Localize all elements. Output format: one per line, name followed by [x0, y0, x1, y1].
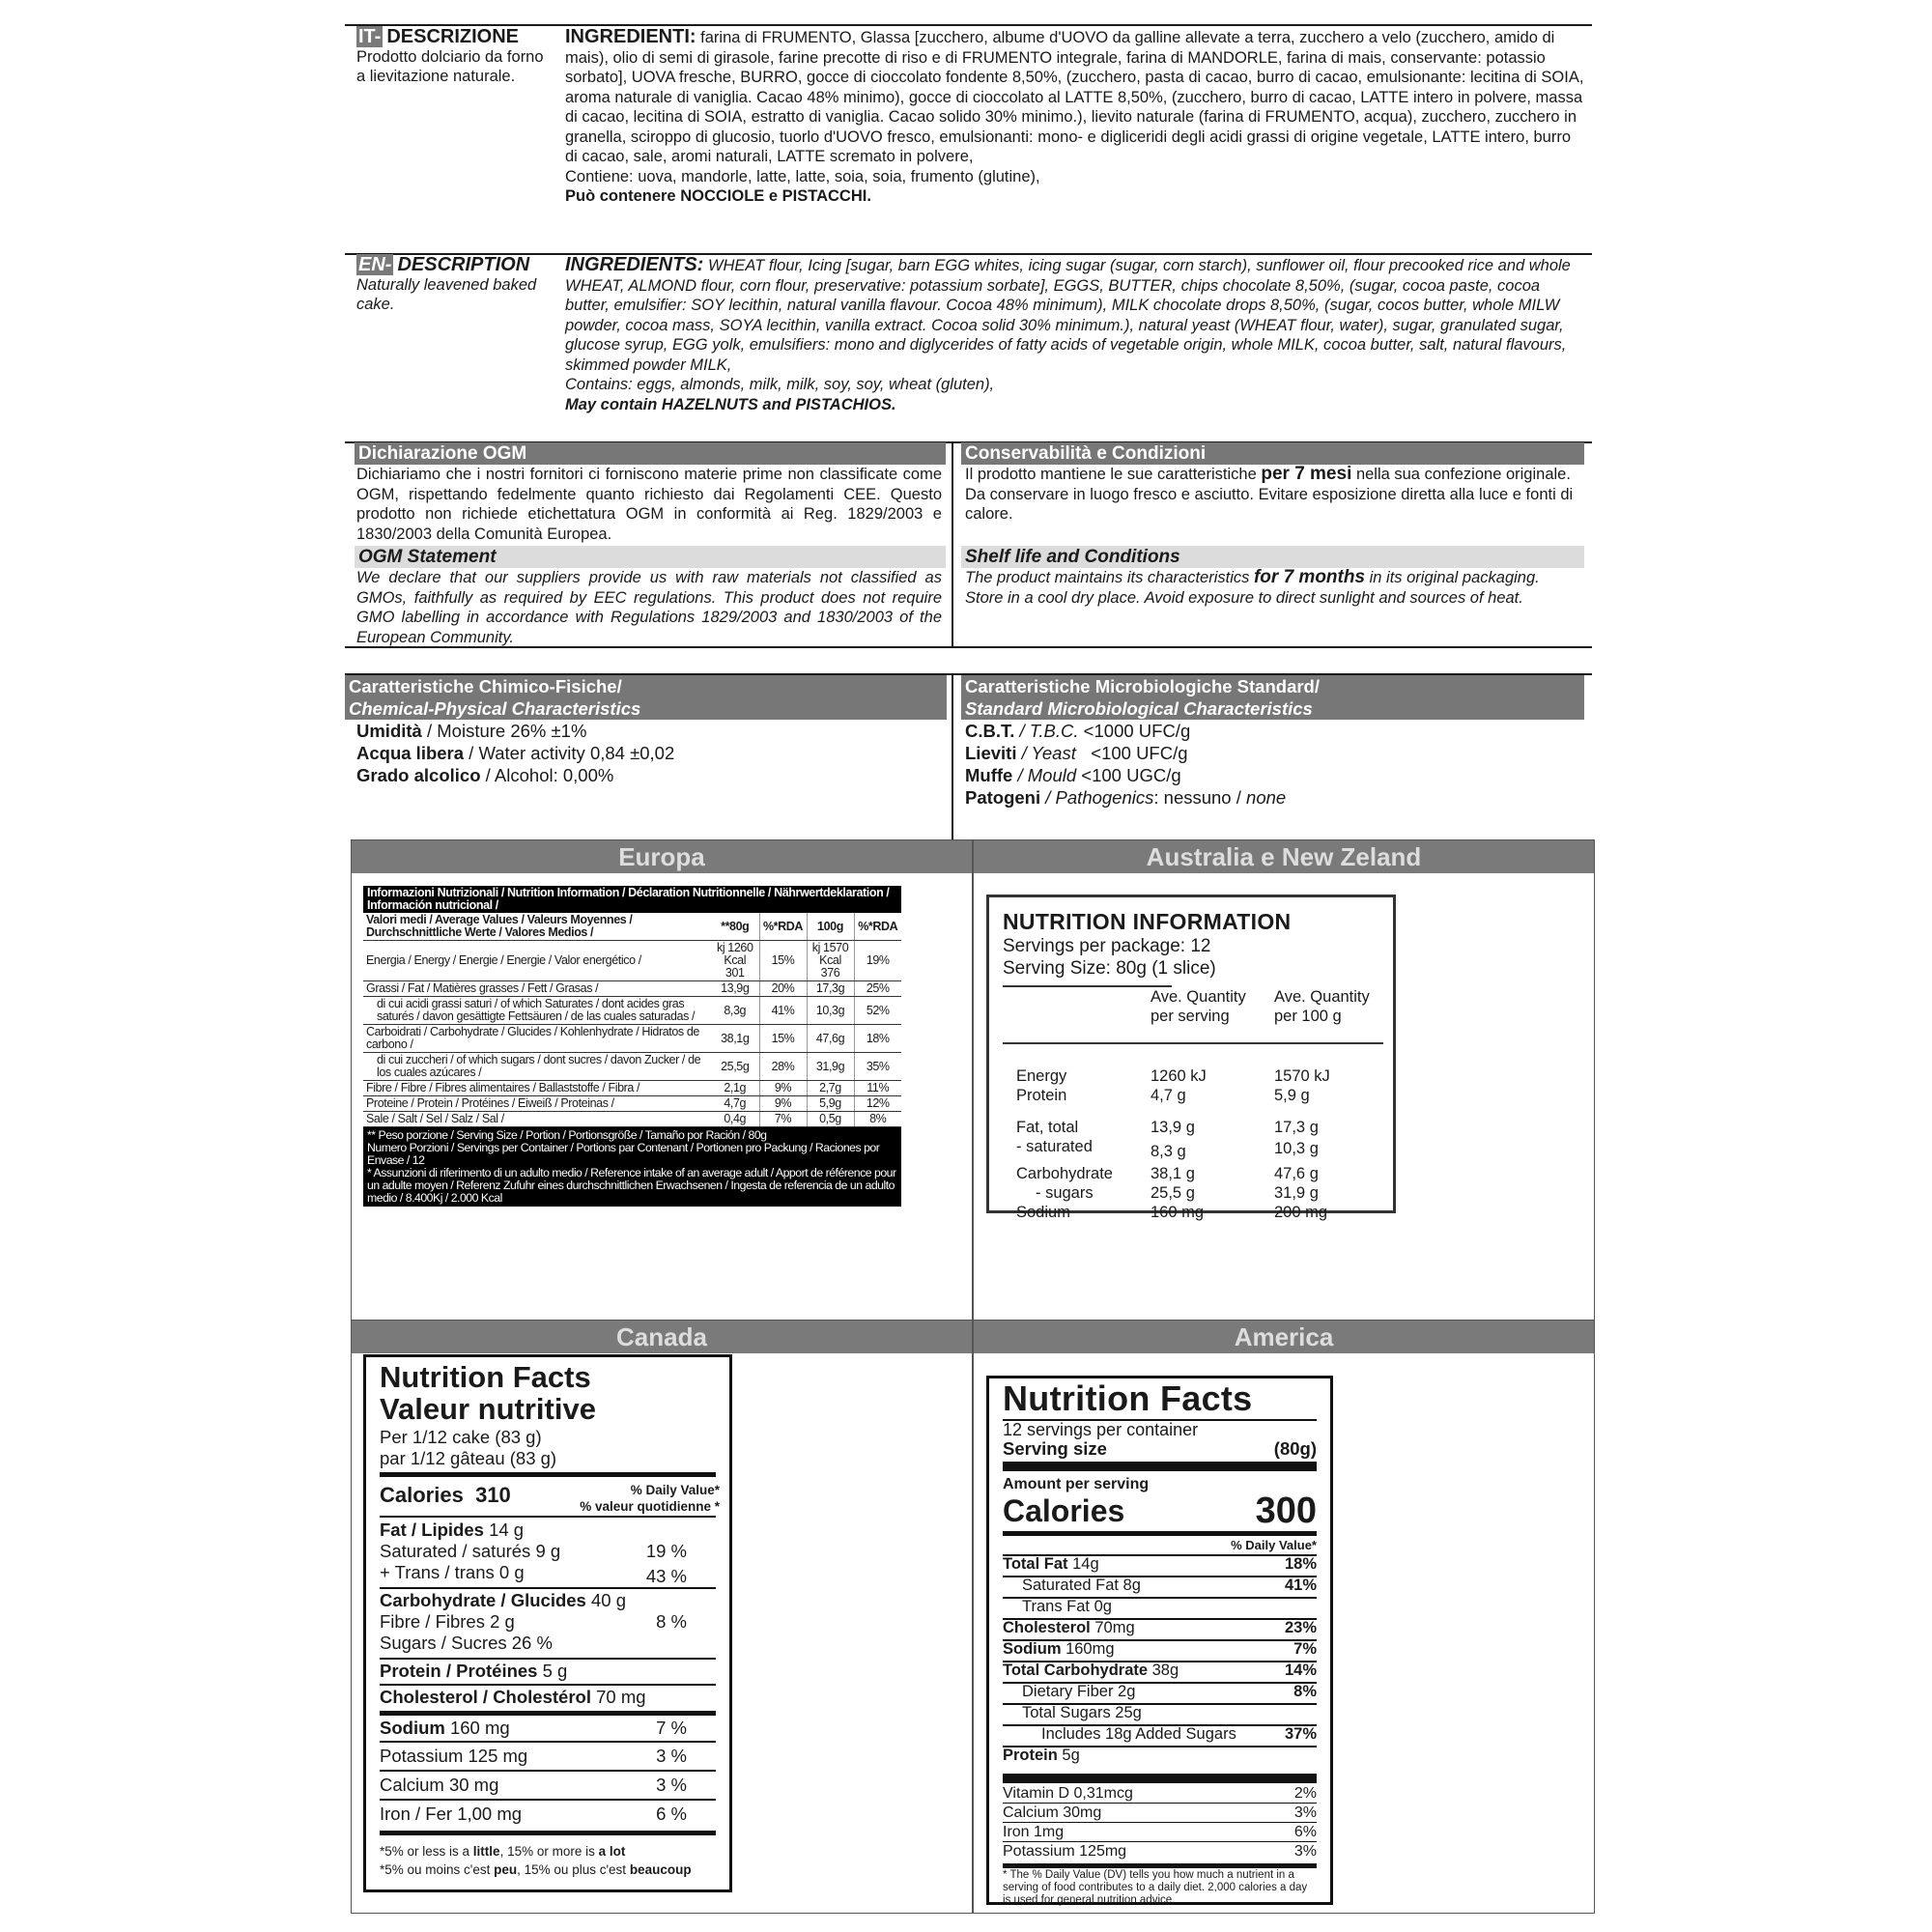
it-ingredients-block	[565, 27, 1584, 207]
micro-title: Caratteristiche Microbiologiche Standard/ Standard Microbiological Characteristics	[961, 675, 1584, 720]
ca-title-en: Nutrition Facts	[380, 1360, 591, 1394]
ca-iron: Iron / Fer 1,00 mg 6 %	[380, 1804, 687, 1824]
au-carbohydrate-100g: 47,6 g	[1274, 1165, 1319, 1182]
us-rule-thick-1	[1003, 1462, 1317, 1471]
ca-footnote-en: *5% or less is a little, 15% or more is a lot	[380, 1844, 626, 1859]
it-description-title: IT- DESCRIZIONE	[358, 26, 520, 47]
au-col2: Ave. Quantity per 100 g	[1274, 988, 1370, 1025]
ogm-text-en: We declare that our suppliers provide us with raw materials not classified as GMOs, faithfully as required by EEC regulations. This product does not require GMO labelling in accordance with Regulations 1829/2003 and 1830/2003 of the European Community.	[356, 569, 942, 646]
en-description-title: EN- DESCRIPTION	[358, 254, 530, 275]
ca-rule-thick-1	[380, 1472, 716, 1477]
ca-dv-header: % Daily Value* % valeur quotidienne *	[580, 1483, 720, 1514]
au-carbohydrate: Carbohydrate	[1016, 1165, 1113, 1182]
ca-rule-3	[380, 1587, 716, 1589]
us-rule-thick-3	[1003, 1774, 1317, 1783]
ca-sodium: Sodium 160 mg 7 %	[380, 1718, 687, 1738]
au-serving-size: Serving Size: 80g (1 slice)	[1003, 958, 1216, 979]
us-amount-per-serving: Amount per serving	[1003, 1476, 1150, 1492]
en-contains: Contains: eggs, almonds, milk, milk, soy, soy, wheat (gluten),	[565, 376, 995, 393]
micro-tbc: C.B.T. / T.B.C. <1000 UFC/g	[965, 721, 1191, 741]
shelf-title-it: Conservabilità e Condizioni	[961, 442, 1584, 465]
chem-title: Caratteristiche Chimico-Fisiche/ Chemical-Physical Characteristics	[345, 675, 947, 720]
au-sodium-100g: 200 mg	[1274, 1204, 1328, 1221]
eu-row-energy: Energia / Energy / Energie / Energie / Valor energético / kj 1260 Kcal 301 15% kj 1570 Kcal 376 19%	[363, 941, 901, 981]
us-nutrient-row: Includes 18g Added Sugars 37%	[1041, 1725, 1317, 1743]
ca-rule-6	[380, 1741, 716, 1743]
au-protein: Protein	[1016, 1087, 1067, 1104]
en-ingredients-block	[565, 255, 1584, 414]
micro-list	[965, 720, 1583, 809]
ca-title-fr: Valeur nutritive	[380, 1392, 596, 1426]
au-saturated-100g: 10,3 g	[1274, 1140, 1319, 1157]
us-nutrient-row: Sodium 160mg 7%	[1003, 1640, 1317, 1658]
micro-mould: Muffe / Mould <100 UGC/g	[965, 765, 1181, 785]
ca-rule-7	[380, 1770, 716, 1772]
au-protein-serving: 4,7 g	[1151, 1087, 1186, 1104]
au-nutrition-panel	[986, 895, 1396, 1221]
eu-col-header: Valori medi / Average Values / Valeurs Moyennes / Durchschnittliche Werte / Valores Medios / **80g %*RDA 100g %*RDA	[363, 913, 901, 941]
it-may-contain: Può contenere NOCCIOLE e PISTACCHI.	[565, 187, 871, 205]
us-vitamin-row: Iron 1mg 6%	[1003, 1824, 1317, 1840]
us-title: Nutrition Facts	[1003, 1378, 1253, 1418]
ca-trans: + Trans / trans 0 g 43 %	[380, 1562, 687, 1586]
ogm-text-it: Dichiariamo che i nostri fornitori ci forniscono materie prime non classificate come OGM, rispettando fedelmente quanto richiesto dai Regolamenti CEE. Questo prodotto non richiede etichettatura OGM in conformità ai Reg. 1829/2003 e 1830/2003 della Comunità Europea.	[356, 466, 942, 543]
au-col1: Ave. Quantity per serving	[1151, 988, 1246, 1025]
au-rule-1	[1003, 985, 1172, 987]
it-description-text: Prodotto dolciario da forno a lievitazione naturale.	[356, 47, 544, 85]
au-carbohydrate-serving: 38,1 g	[1151, 1165, 1195, 1182]
micro-pathogens: Patogeni / Pathogenics: nessuno / none	[965, 787, 1287, 808]
region-vdivider	[972, 839, 974, 1914]
eu-footer: ** Peso porzione / Serving Size / Portion / Portionsgröße / Tamaño por Ración / 80g Numero Porzioni / Servings per Container / Portions par Contenant / Portionen pro Packung / Raciones por Envase / 12 * Assunzioni di riferimento di un adulto medio / Reference intake of an average adult / Apport de référence pour un adulte moyen / Referenz Zufuhr eines durchschnittlichen Erwachsenen / Ingesta de referencia de un adulto medio / 8.400Kj / 2.000 Kcal	[363, 1127, 901, 1207]
us-dv-header: % Daily Value*	[1231, 1538, 1317, 1552]
ca-potassium: Potassium 125 mg 3 %	[380, 1746, 687, 1766]
ca-rule-thick-2	[380, 1711, 716, 1716]
au-sugars: - sugars	[1036, 1184, 1094, 1202]
region-america: America	[974, 1321, 1594, 1353]
us-serving-size: Serving size (80g)	[1003, 1438, 1317, 1459]
eu-row-saturates: di cui acidi grassi saturi / of which Saturates / dont acides gras saturés / davon gesättigte Fettsäuren / de las cuales saturadas / 8,3g 41% 10,3g 52%	[363, 997, 901, 1025]
ca-rule-thick-3	[380, 1831, 716, 1835]
au-fat-serving: 13,9 g	[1151, 1119, 1195, 1136]
us-servings: 12 servings per container	[1003, 1420, 1199, 1439]
us-nutrient-row: Total Sugars 25g	[1022, 1704, 1142, 1721]
us-vitamin-row: Vitamin D 0,31mcg 2%	[1003, 1785, 1317, 1802]
ca-carbohydrate: Carbohydrate / Glucides 40 g	[380, 1590, 626, 1610]
region-canada: Canada	[352, 1321, 972, 1353]
it-top-rule	[345, 24, 1592, 26]
micro-yeast: Lieviti / Yeast <100 UFC/g	[965, 743, 1188, 763]
us-nutrient-row: Dietary Fiber 2g 8%	[1022, 1683, 1317, 1700]
eu-row-sugars: di cui zuccheri / of which sugars / dont sucres / davon Zucker / de los cuales azúcares / 25,5g 28% 31,9g 35%	[363, 1053, 901, 1081]
au-saturated-serving: 8,3 g	[1151, 1143, 1186, 1160]
us-nutrition-facts	[986, 1376, 1333, 1905]
us-nutrient-row: Trans Fat 0g	[1022, 1598, 1112, 1615]
au-energy: Energy	[1016, 1067, 1067, 1085]
ca-protein: Protein / Protéines 5 g	[380, 1661, 568, 1681]
en-description-block	[356, 255, 550, 315]
chem-list	[356, 720, 936, 786]
eu-header: Informazioni Nutrizionali / Nutrition Information / Déclaration Nutritionnelle / Nährwertdeklaration / Información nutricional /	[363, 886, 901, 913]
chem-divider	[952, 673, 953, 839]
us-calories: Calories 300	[1003, 1491, 1317, 1531]
au-rule-2	[1003, 1042, 1383, 1044]
shelf-title-en: Shelf life and Conditions	[961, 546, 1584, 568]
eu-row-salt: Sale / Salt / Sel / Salz / Sal / 0,4g 7% 0,5g 8%	[363, 1112, 901, 1127]
ca-footnote-fr: *5% ou moins c'est peu, 15% ou plus c'est beaucoup	[380, 1862, 692, 1877]
region-australia: Australia e New Zeland	[974, 840, 1594, 873]
shelf-text-it: Il prodotto mantiene le sue caratteristiche per 7 mesi nella sua confezione originale. Da conservare in luogo fresco e asciutto. Evitare esposizione diretta alla luce e fonti di calore.	[965, 464, 1574, 523]
au-energy-serving: 1260 kJ	[1151, 1067, 1207, 1085]
au-sodium-serving: 160 mg	[1151, 1204, 1205, 1221]
ogm-divider	[952, 441, 953, 647]
ca-fat: Fat / Lipides 14 g	[380, 1520, 525, 1540]
eu-row-protein: Proteine / Protein / Protéines / Eiweiß / Proteinas / 4,7g 9% 5,9g 12%	[363, 1096, 901, 1112]
ca-sugars: Sugars / Sucres 26 %	[380, 1633, 553, 1653]
region-europa: Europa	[352, 840, 972, 873]
it-tag: IT-	[358, 26, 382, 47]
au-energy-100g: 1570 kJ	[1274, 1067, 1330, 1085]
chem-moisture: Umidità / Moisture 26% ±1%	[356, 721, 587, 741]
us-rule-thick-4	[1003, 1863, 1317, 1868]
it-ingredients-label: INGREDIENTI:	[565, 26, 696, 47]
shelf-text-en: The product maintains its characteristics for 7 months in its original packaging. Store in a cool dry place. Avoid exposure to direct sunlight and sources of heat.	[965, 567, 1540, 607]
au-fat-100g: 17,3 g	[1274, 1119, 1319, 1136]
en-tag: EN-	[358, 254, 392, 275]
ca-rule-4	[380, 1658, 716, 1660]
chem-water-activity: Acqua libera / Water activity 0,84 ±0,02	[356, 743, 675, 763]
it-ingredients-text: farina di FRUMENTO, Glassa [zucchero, albume d'UOVO da galline allevate a terra, zucchero a velo (zucchero, amido di mais), olio di semi di girasole, farine precotte di riso e di FRUMENTO integrale, farina di MANDORLE, farina di mais, conservante: potassio sorbato], UOVA fresche, BURRO, gocce di cioccolato fondente 8,50%, (zucchero, pasta di cacao, burro di cacao, emulsionante: lecitina di SOIA, aroma naturale di vaniglia. Cacao 48% minimo), gocce di cioccolato al LATTE 8,50%, (zucchero, burro di cacao, LATTE intero in polvere, massa di cacao, lecitina di SOIA, estratto di vaniglia. Cacao solido 30% minimo.), lievito naturale (farina di FRUMENTO, acqua), zucchero, zucchero in granella, sciroppo di glucosio, tuorlo d'UOVO fresco, emulsionanti: mono- e digliceridi degli acidi grassi di origine vegetale, LATTE intero, burro di cacao, sale, aromi naturali, LATTE scremato in polvere,	[565, 29, 1584, 165]
ogm-title-it: Dichiarazione OGM	[355, 442, 946, 465]
au-sodium: Sodium	[1016, 1204, 1070, 1221]
us-nutrient-row: Total Fat 14g 18%	[1003, 1555, 1317, 1573]
us-footnote: * The % Daily Value (DV) tells you how much a nutrient in a serving of food contributes to a daily diet. 2,000 calories a day is used for general nutrition advice.	[1003, 1869, 1308, 1906]
au-fat: Fat, total	[1016, 1119, 1079, 1136]
ca-cholesterol: Cholesterol / Cholestérol 70 mg	[380, 1687, 646, 1707]
it-contains: Contiene: uova, mandorle, latte, latte, soia, soia, frumento (glutine),	[565, 167, 1040, 185]
it-description-block	[356, 27, 550, 87]
eu-row-fat: Grassi / Fat / Matières grasses / Fett / Grasas / 13,9g 20% 17,3g 25%	[363, 981, 901, 997]
us-vitamin-row: Potassium 125mg 3%	[1003, 1843, 1317, 1860]
us-nutrient-row: Saturated Fat 8g 41%	[1022, 1577, 1317, 1594]
en-description-text: Naturally leavened baked cake.	[356, 275, 537, 313]
au-sugars-serving: 25,5 g	[1151, 1184, 1195, 1202]
us-nutrient-row: Protein 5g	[1003, 1747, 1080, 1764]
ca-rule-8	[380, 1799, 716, 1801]
ca-saturated: Saturated / saturés 9 g 19 %	[380, 1541, 687, 1561]
eu-row-carbohydrate: Carboidrati / Carbohydrate / Glucides / Kohlenhydrate / Hidratos de carbono / 38,1g 15% 47,6g 18%	[363, 1025, 901, 1053]
us-nutrient-row: Total Carbohydrate 38g 14%	[1003, 1662, 1317, 1679]
ca-rule-2	[380, 1516, 716, 1518]
eu-row-fibre: Fibre / Fibre / Fibres alimentaires / Ballaststoffe / Fibra / 2,1g 9% 2,7g 11%	[363, 1081, 901, 1096]
ca-rule-5	[380, 1684, 716, 1686]
ogm-title-en: OGM Statement	[355, 546, 946, 568]
en-ingredients-text: WHEAT flour, Icing [sugar, barn EGG whites, icing sugar (sugar, corn starch), sunflower oil, flour precooked rice and whole WHEAT, ALMOND flour, corn flour, preservative: potassium sorbate], EGGS, BUTTER, chips chocolate 8,50%, (sugar, cocoa paste, cocoa butter, emulsifier: SOY lecithin, natural vanilla flavour. Cocoa 48% minimum), MILK chocolate drops 8,50%, (sugar, cocos butter, whole MILW powder, cocoa mass, SOYA lecithin, vanilla extract. Cocoa solid 30% minimum.), natural yeast (WHEAT flour, water), sugar, granulated sugar, glucose syrup, EGG yolk, emulsifiers: mono and diglycerides of fatty acids of vegetable origin, whole MILK, cocoa butter, salt, natural flavours, skimmed powder MILK,	[565, 257, 1571, 374]
ca-per-fr: par 1/12 gâteau (83 g)	[380, 1448, 557, 1468]
en-ingredients-label: INGREDIENTS:	[565, 254, 704, 275]
ca-calcium: Calcium 30 mg 3 %	[380, 1775, 687, 1795]
ca-per-en: Per 1/12 cake (83 g)	[380, 1427, 542, 1447]
au-title: NUTRITION INFORMATION	[1003, 909, 1292, 934]
chem-alcohol: Grado alcolico / Alcohol: 0,00%	[356, 765, 614, 785]
ca-fibre: Fibre / Fibres 2 g 8 %	[380, 1611, 687, 1632]
us-vitamin-row: Calcium 30mg 3%	[1003, 1804, 1317, 1821]
ca-calories: Calories 310	[380, 1483, 511, 1507]
au-sugars-100g: 31,9 g	[1274, 1184, 1319, 1202]
ca-nutrition-facts	[363, 1354, 732, 1892]
us-nutrient-row: Cholesterol 70mg 23%	[1003, 1619, 1317, 1636]
au-saturated: - saturated	[1016, 1138, 1093, 1155]
au-protein-100g: 5,9 g	[1274, 1087, 1310, 1104]
au-servings: Servings per package: 12	[1003, 936, 1211, 956]
eu-nutrition-table	[363, 886, 901, 1207]
en-may-contain: May contain HAZELNUTS and PISTACHIOS.	[565, 395, 896, 413]
